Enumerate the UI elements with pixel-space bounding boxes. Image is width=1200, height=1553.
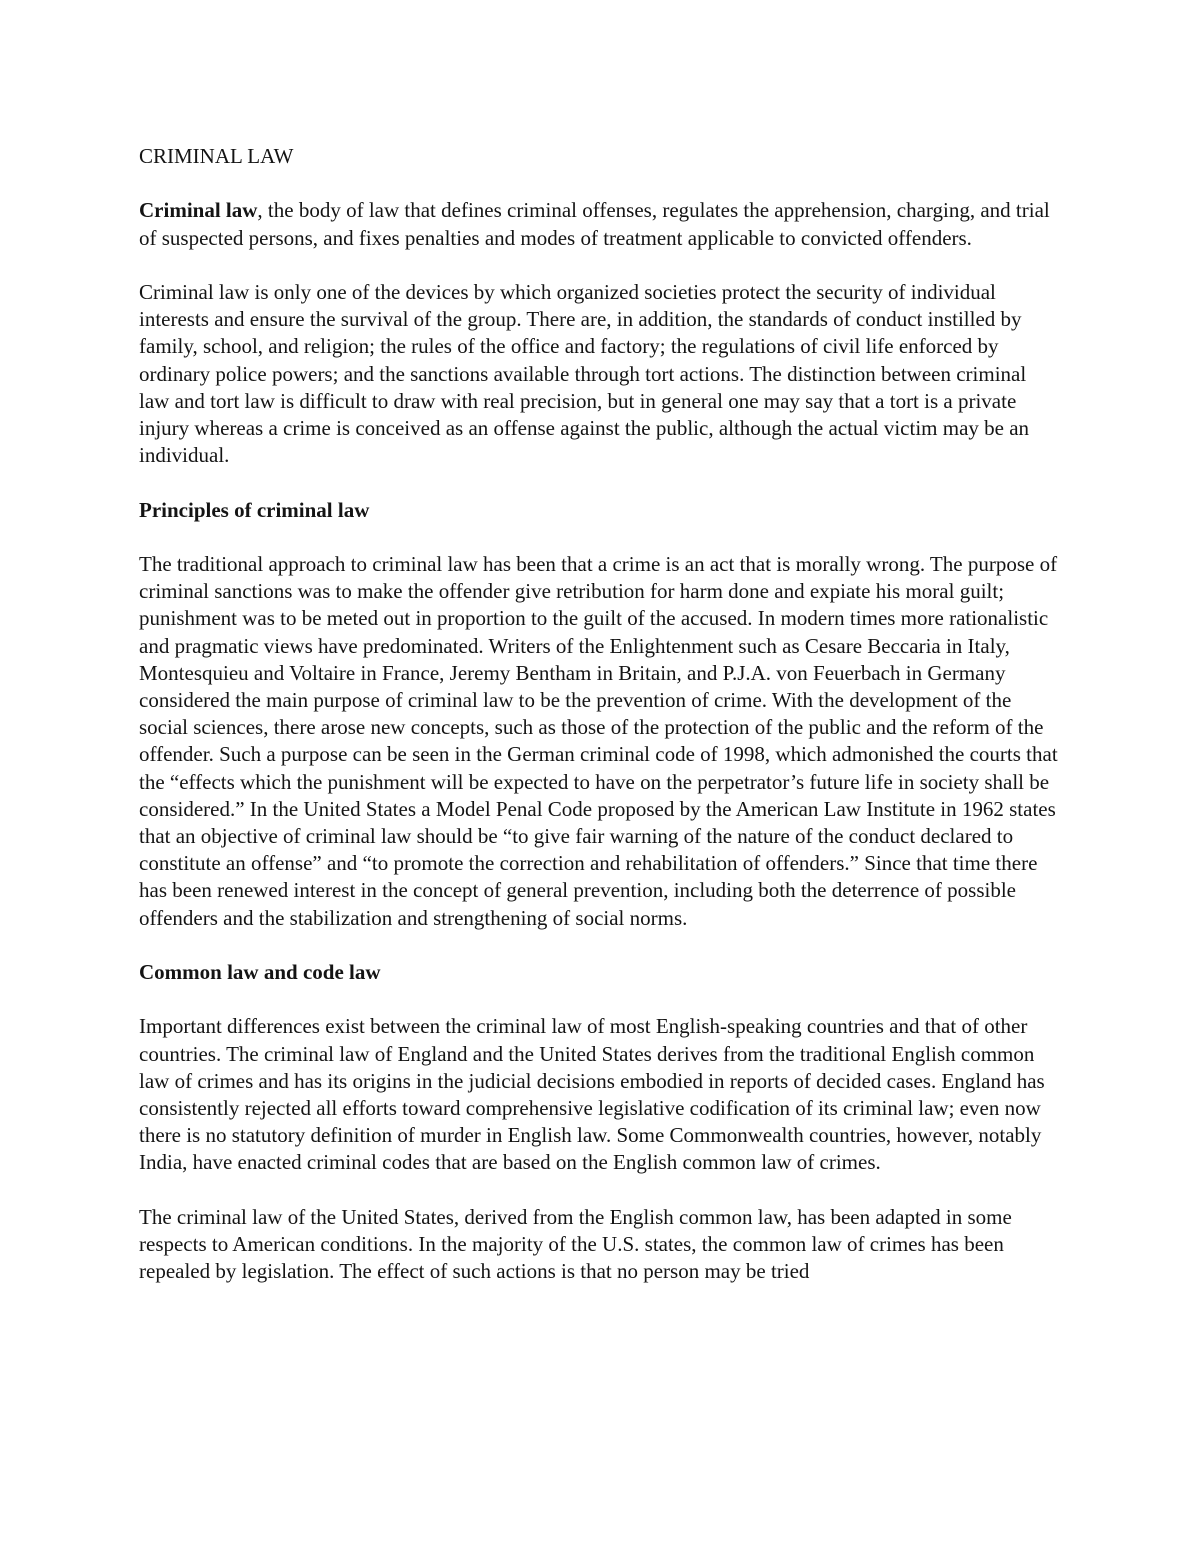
intro-paragraph [139,197,1061,251]
document-body [139,143,1061,1313]
paragraph-principles: The traditional approach to criminal law has been that a crime is an act that is morally wrong. The purpose of criminal sanctions was to make the offender give retribution for harm done and expiate his moral guilt; punishment was to be meted out in proportion to the guilt of the accused. In modern times more rationalistic and pragmatic views have predominated. Writers of the Enlightenment such as Cesare Beccaria in Italy, Montesquieu and Voltaire in France, Jeremy Bentham in Britain, and P.J.A. von Feuerbach in Germany considered the main purpose of criminal law to be the prevention of crime. With the development of the social sciences, there arose new concepts, such as those of the protection of the public and the reform of the offender. Such a purpose can be seen in the German criminal code of 1998, which admonished the courts that the “effects which the punishment will be expected to have on the perpetrator’s future life in society shall be considered.” In the United States a Model Penal Code proposed by the American Law Institute in 1962 states that an objective of criminal law should be “to give fair warning of the nature of the conduct declared to constitute an offense” and “to promote the correction and rehabilitation of offenders.” Since that time there has been renewed interest in the concept of general prevention, including both the deterrence of possible offenders and the stabilization and strengthening of social norms. [139,551,1058,930]
paragraph-devices: Criminal law is only one of the devices by which organized societies protect the security of individual interests and ensure the survival of the group. There are, in addition, the standards of conduct instilled by family, school, and religion; the rules of the office and factory; the regulations of civil life enforced by ordinary police powers; and the sanctions available through tort actions. The distinction between criminal law and tort law is difficult to draw with real precision, but in general one may say that a tort is a private injury whereas a crime is conceived as an offense against the public, although the actual victim may be an individual. [139,279,1030,468]
section-heading-common-law: Common law and code law [139,960,381,985]
intro-term: Criminal law [139,198,258,223]
paragraph-common-law-2: The criminal law of the United States, derived from the English common law, has been adapted in some respects to American conditions. In the majority of the U.S. states, the common law of crimes has been repealed by legislation. The effect of such actions is that no person may be tried [139,1204,1012,1284]
paragraph-common-law-1: Important differences exist between the criminal law of most English-speaking countries and that of other countries. The criminal law of England and the United States derives from the traditional English common law of crimes and has its origins in the judicial decisions embodied in reports of decided cases. England has consistently rejected all efforts toward comprehensive legislative codification of its criminal law; even now there is no statutory definition of murder in English law. Some Commonwealth countries, however, notably India, have enacted criminal codes that are based on the English common law of crimes. [139,1014,1045,1175]
intro-text: , the body of law that defines criminal offenses, regulates the apprehension, charging, and trial of suspected persons, and fixes penalties and modes of treatment applicable to convicted offenders. [139,198,1050,250]
section-heading-principles: Principles of criminal law [139,497,370,522]
document-title: CRIMINAL LAW [139,144,294,168]
